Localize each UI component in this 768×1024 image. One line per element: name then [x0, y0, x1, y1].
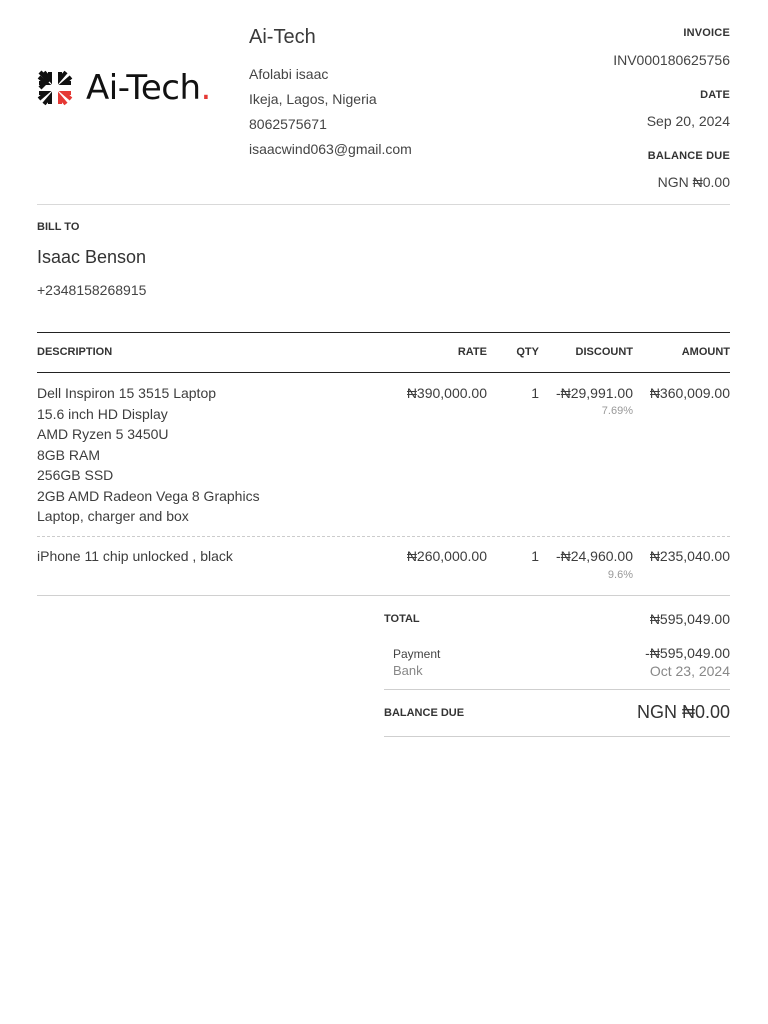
invoice-date: Sep 20, 2024 — [646, 113, 730, 129]
payment-line — [384, 640, 730, 690]
total-line — [384, 596, 730, 640]
description-line: Dell Inspiron 15 3515 Laptop — [37, 385, 217, 401]
description-line: 256GB SSD — [37, 467, 114, 483]
bill-to-name: Isaac Benson — [37, 247, 147, 267]
payment-method: Bank — [393, 663, 423, 678]
table-header — [37, 332, 730, 373]
row-amount: ₦235,040.00 — [649, 548, 730, 564]
row-amount: ₦360,009.00 — [649, 385, 730, 401]
company-phone: 8062575671 — [249, 116, 327, 132]
balance-due-value: NGN ₦0.00 — [657, 174, 730, 190]
row-discount-percent: 9.6% — [607, 569, 633, 581]
company-info — [249, 26, 412, 162]
company-name: Ai-Tech — [249, 26, 316, 48]
row-discount-percent: 7.69% — [601, 405, 633, 417]
row-qty: 1 — [531, 548, 539, 564]
logo-wordmark: Ai-Tech. — [86, 68, 211, 108]
header-qty: QTY — [516, 346, 539, 358]
row-description — [37, 383, 260, 527]
balance-due-label: BALANCE DUE — [647, 150, 730, 162]
date-label: DATE — [700, 89, 730, 101]
description-line: AMD Ryzen 5 3450U — [37, 426, 169, 442]
totals-section — [384, 596, 730, 737]
invoice-label: INVOICE — [683, 27, 730, 39]
header-discount: DISCOUNT — [575, 346, 633, 358]
description-line: 8GB RAM — [37, 446, 101, 463]
row-rate: ₦390,000.00 — [406, 385, 487, 401]
description-line: iPhone 11 chip unlocked , black — [37, 548, 233, 564]
invoice-meta — [613, 26, 730, 191]
row-discount: -₦24,960.00 — [555, 548, 633, 564]
header-divider — [37, 204, 730, 205]
payment-amount: -₦595,049.00 — [645, 645, 730, 661]
balance-due-line — [384, 690, 730, 737]
row-rate: ₦260,000.00 — [406, 548, 487, 564]
description-line: 15.6 inch HD Display — [37, 405, 168, 422]
invoice-number: INV000180625756 — [613, 52, 730, 68]
total-label: TOTAL — [384, 613, 420, 625]
row-discount: -₦29,991.00 — [555, 385, 633, 401]
aitech-logo-icon — [37, 70, 73, 106]
line-items-table — [37, 332, 730, 596]
bill-to-section — [37, 221, 146, 298]
payment-label: Payment — [393, 647, 441, 661]
balance-due-footer-label: BALANCE DUE — [384, 707, 465, 719]
header-rate: RATE — [457, 346, 487, 358]
total-value: ₦595,049.00 — [649, 611, 730, 627]
company-address: Ikeja, Lagos, Nigeria — [249, 91, 377, 107]
header-description: DESCRIPTION — [37, 346, 113, 358]
table-row — [37, 536, 730, 595]
company-contact-name: Afolabi isaac — [249, 66, 329, 82]
header-amount: AMOUNT — [681, 346, 730, 358]
description-line: 2GB AMD Radeon Vega 8 Graphics — [37, 487, 260, 504]
table-row — [37, 373, 730, 536]
company-logo — [37, 70, 211, 106]
bill-to-label: BILL TO — [37, 221, 80, 233]
company-email: isaacwind063@gmail.com — [249, 141, 412, 157]
row-qty: 1 — [531, 385, 539, 401]
description-line: Laptop, charger and box — [37, 508, 189, 524]
payment-date: Oct 23, 2024 — [649, 663, 730, 679]
row-description — [37, 546, 233, 567]
bill-to-phone: +2348158268915 — [37, 282, 147, 298]
balance-due-footer-value: NGN ₦0.00 — [636, 702, 730, 722]
